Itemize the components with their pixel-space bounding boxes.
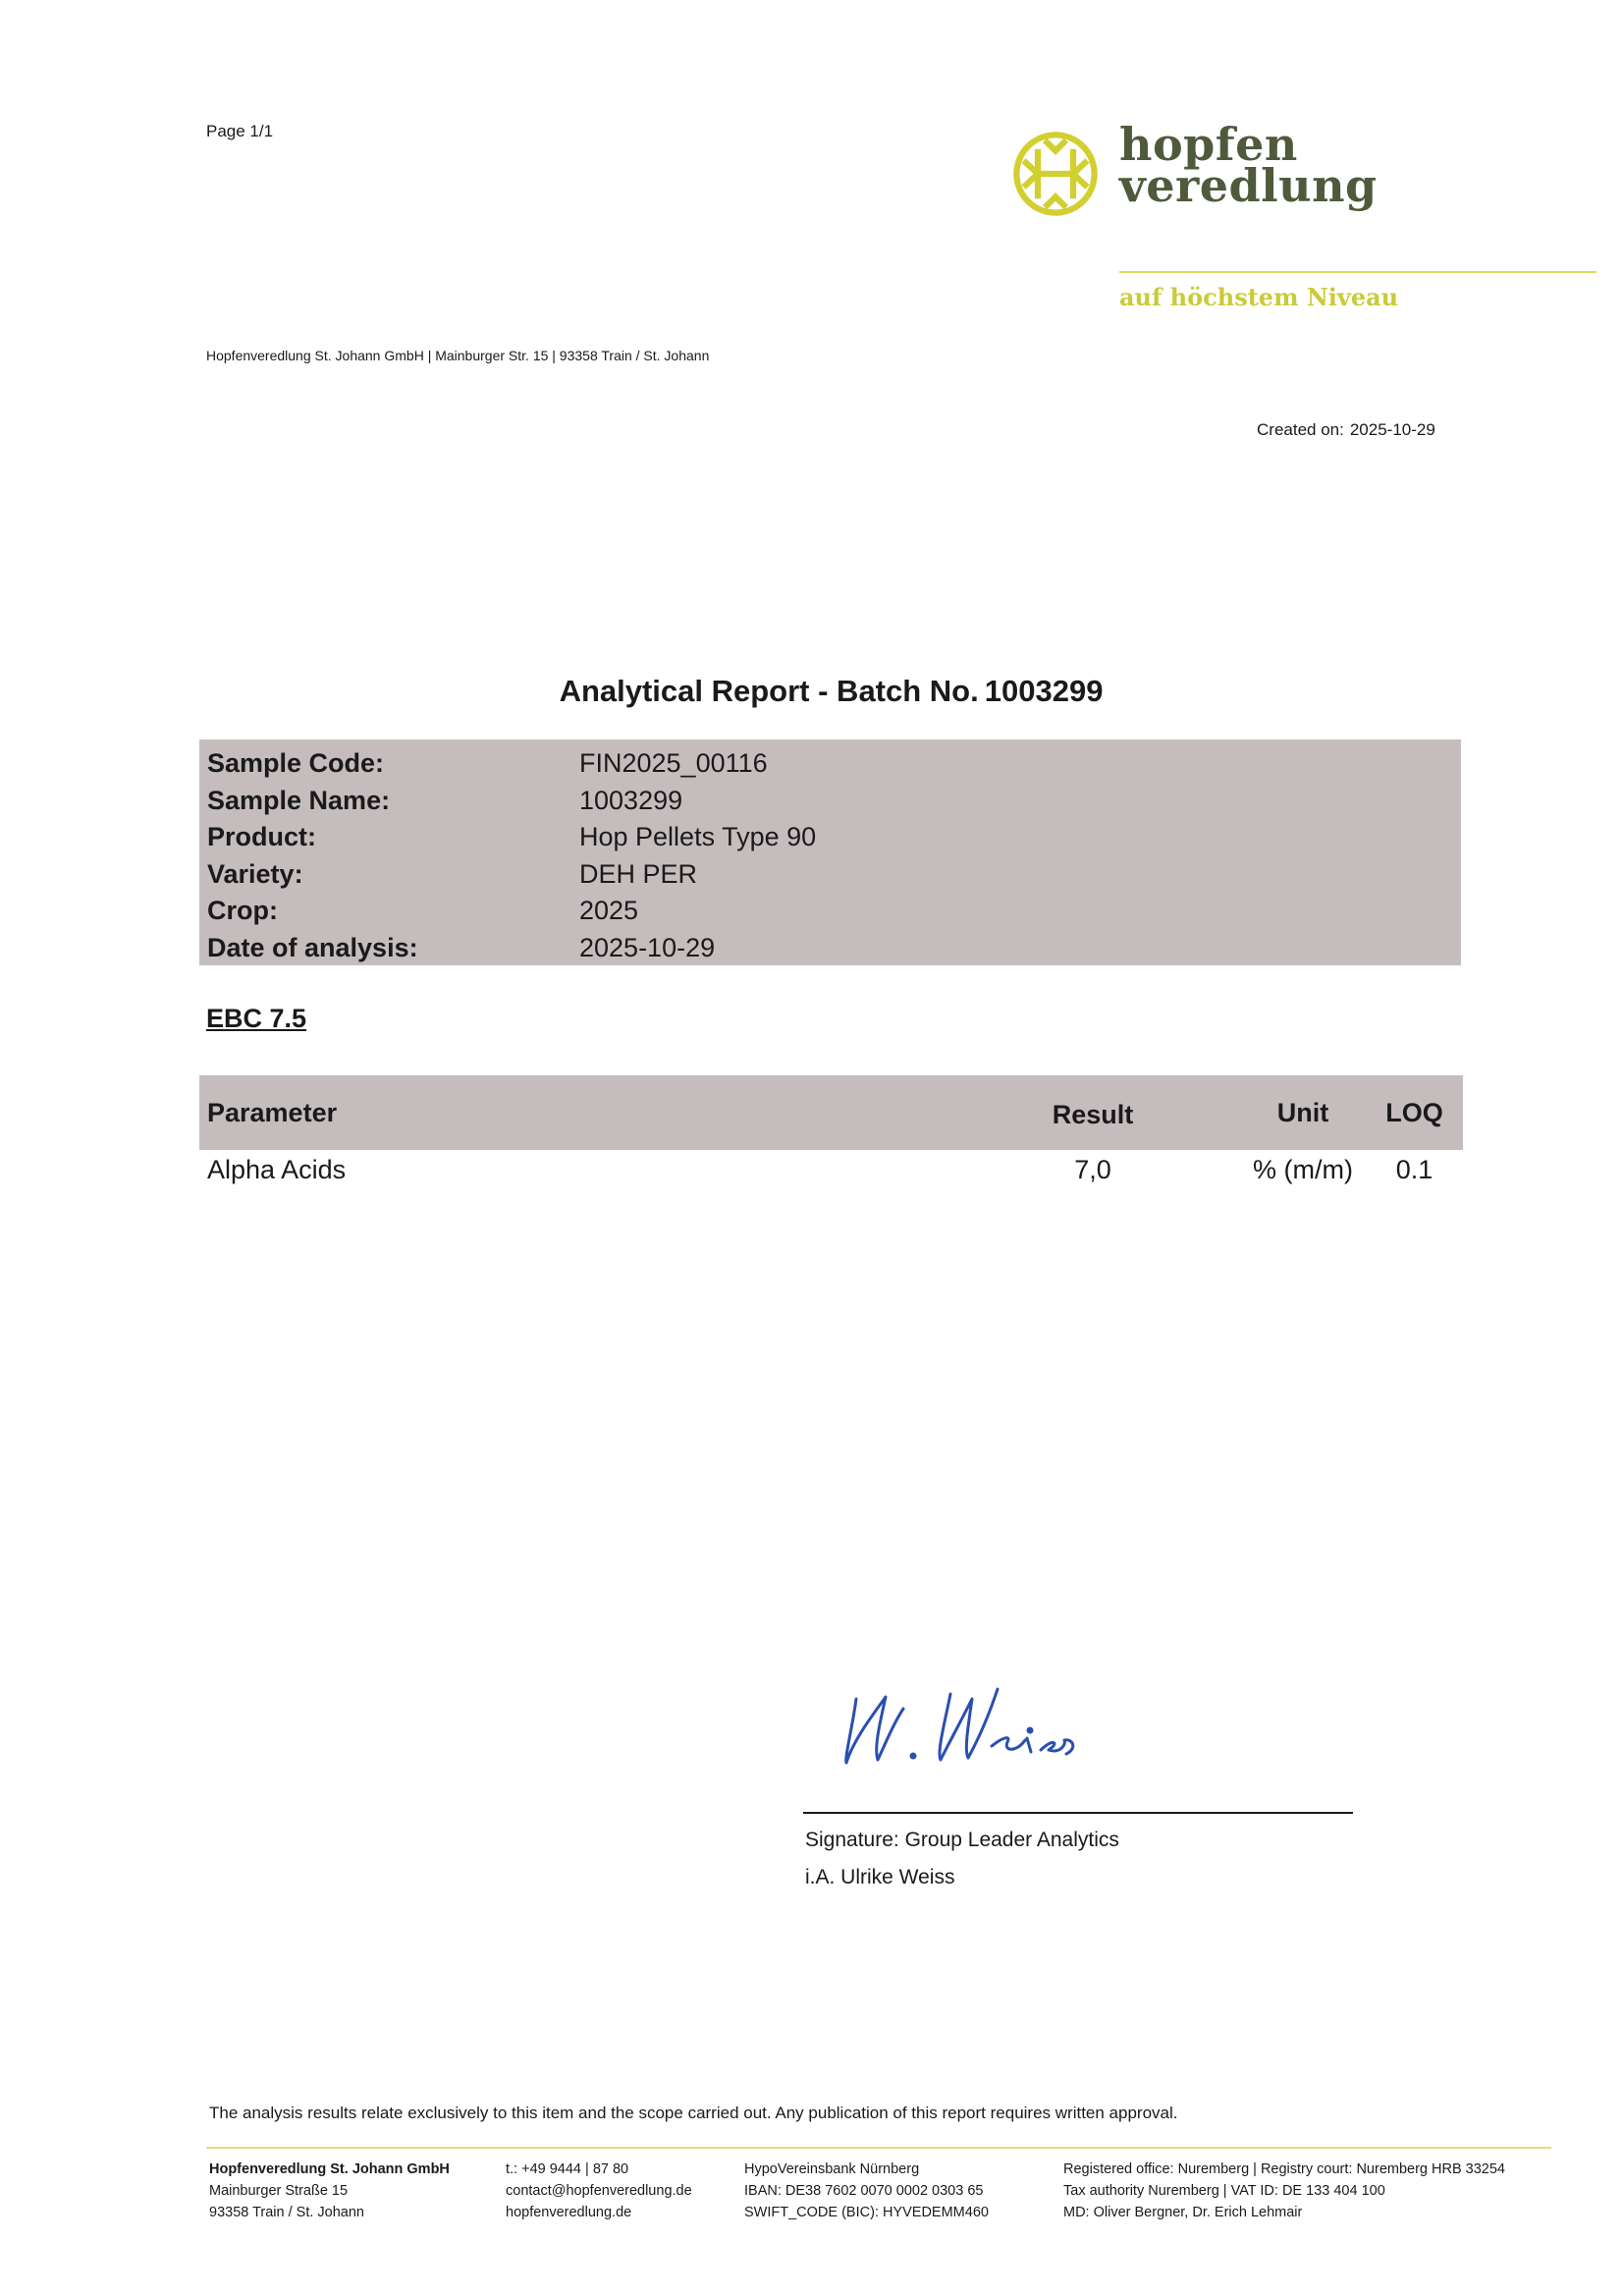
row-unit: % (m/m): [1253, 1154, 1353, 1184]
variety-value: DEH PER: [579, 858, 698, 889]
sample-code-value: FIN2025_00116: [579, 748, 768, 779]
hopfen-logo-icon: [1011, 130, 1100, 218]
sample-info-row-sample-code: [199, 745, 1461, 783]
brand-name-line-2: veredlung: [1119, 159, 1378, 212]
sample-name-label: Sample Name:: [207, 785, 391, 815]
footer-managing-directors: MD: Oliver Bergner, Dr. Erich Lehmair: [1063, 2205, 1303, 2220]
created-date-line: [1257, 420, 1435, 440]
method-heading: EBC 7.5: [206, 1004, 307, 1033]
sample-info-row-crop: [199, 893, 1461, 930]
footer-city: 93358 Train / St. Johann: [209, 2205, 364, 2220]
header-result: Result: [1052, 1099, 1134, 1129]
batch-number: 1003299: [984, 674, 1104, 708]
sample-code-label: Sample Code:: [207, 748, 385, 779]
crop-label: Crop:: [207, 896, 278, 926]
disclaimer-text: The analysis results relate exclusively to this item and the scope carried out. Any publication of this report requires written approval.: [209, 2104, 1178, 2122]
brand-divider: [1119, 271, 1596, 273]
created-date: 2025-10-29: [1349, 420, 1435, 439]
table-row: [199, 1150, 1463, 1189]
header-parameter: Parameter: [207, 1097, 338, 1127]
results-table: [199, 1075, 1463, 1189]
footer-email: contact@hopfenveredlung.de: [506, 2183, 692, 2199]
footer-bank: [744, 2159, 989, 2223]
product-label: Product:: [207, 822, 316, 852]
footer-website: hopfenveredlung.de: [506, 2205, 632, 2220]
footer-bank-name: HypoVereinsbank Nürnberg: [744, 2161, 920, 2177]
signature-role: Signature: Group Leader Analytics: [805, 1829, 1119, 1851]
sender-address-line: Hopfenveredlung St. Johann GmbH | Mainburger Str. 15 | 93358 Train / St. Johann: [206, 348, 710, 363]
footer-company-address: [209, 2159, 450, 2223]
footer-registered-office: Registered office: Nuremberg | Registry court: Nuremberg HRB 33254: [1063, 2161, 1505, 2177]
signature-name: i.A. Ulrike Weiss: [805, 1866, 955, 1888]
variety-label: Variety:: [207, 858, 303, 889]
brand-name-line-1: hopfen: [1119, 118, 1298, 171]
brand-name: [1119, 118, 1378, 212]
product-value: Hop Pellets Type 90: [579, 822, 817, 852]
row-result: 7,0: [1074, 1154, 1111, 1184]
footer-divider: [206, 2147, 1551, 2149]
footer-street: Mainburger Straße 15: [209, 2183, 349, 2199]
results-header-row: [199, 1075, 1463, 1150]
signature-line: [803, 1812, 1353, 1814]
date-of-analysis-value: 2025-10-29: [579, 932, 716, 962]
row-parameter: Alpha Acids: [207, 1154, 347, 1184]
handwritten-signature: [835, 1669, 1109, 1777]
page-number: Page 1/1: [206, 122, 274, 140]
sample-info-row-product: [199, 819, 1461, 856]
footer-swift: SWIFT_CODE (BIC): HYVEDEMM460: [744, 2205, 989, 2220]
sample-info-row-variety: [199, 856, 1461, 894]
sample-info-row-sample-name: [199, 783, 1461, 820]
footer-contact: [506, 2159, 692, 2223]
sample-name-value: 1003299: [579, 785, 683, 815]
footer-iban: IBAN: DE38 7602 0070 0002 0303 65: [744, 2183, 984, 2199]
crop-value: 2025: [579, 896, 639, 926]
brand-tagline: auf höchstem Niveau: [1119, 283, 1399, 311]
report-title: [0, 674, 1623, 709]
footer-company-name: Hopfenveredlung St. Johann GmbH: [209, 2161, 450, 2177]
row-loq: 0.1: [1395, 1154, 1434, 1184]
report-title-text: Analytical Report - Batch No.: [559, 674, 979, 708]
created-label: Created on:: [1257, 420, 1344, 439]
footer-registration: [1063, 2159, 1505, 2223]
sample-info-block: [199, 739, 1461, 965]
date-of-analysis-label: Date of analysis:: [207, 932, 418, 962]
sample-info-row-date-of-analysis: [199, 930, 1461, 967]
header-loq: LOQ: [1385, 1097, 1443, 1127]
header-unit: Unit: [1276, 1097, 1329, 1127]
footer-phone: t.: +49 9444 | 87 80: [506, 2161, 629, 2177]
footer-tax-authority: Tax authority Nuremberg | VAT ID: DE 133 404 100: [1063, 2183, 1385, 2199]
